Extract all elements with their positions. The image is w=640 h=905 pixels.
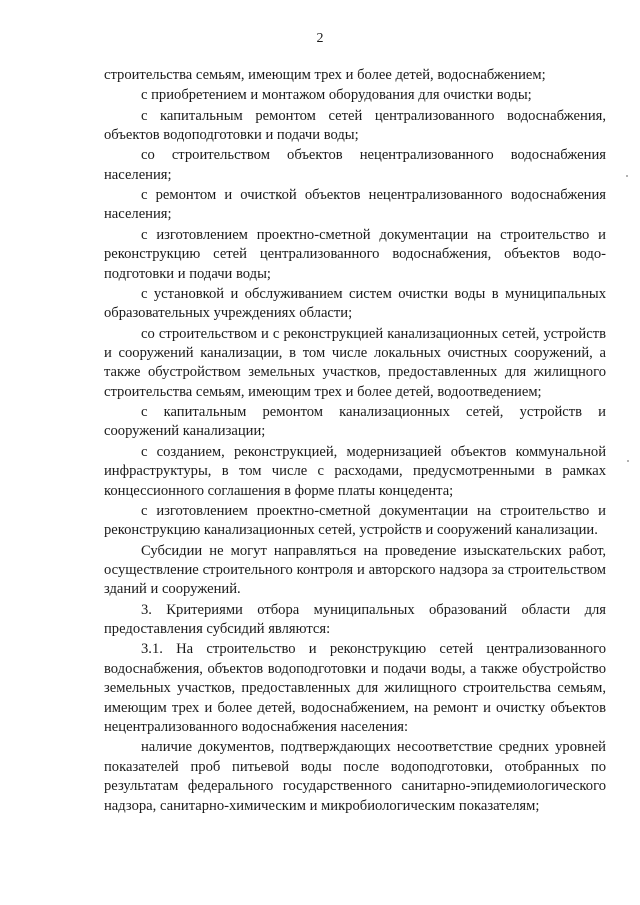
scan-speck — [626, 175, 628, 177]
paragraph: со строительством и с реконструкцией канализационных сетей, устройств и сооружений канализации, в том числе локальных очистных сооружений, а также обустройством земельных участков, предоставленных для жилищного строительства семьям, имеющим трех и более детей, водоотведением; — [104, 325, 606, 400]
paragraph: с капитальным ремонтом канализационных сетей, устройств и сооружений канализации; — [104, 404, 606, 440]
page-number: 2 — [316, 31, 324, 46]
paragraph: с созданием, реконструкцией, модернизацией объектов коммунальной инфраструктуры, в том числе с расходами, предусмотренными в рамках концессионного соглашения в форме платы концедента; — [104, 443, 606, 499]
paragraph: наличие документов, подтверждающих несоответствие средних уровней показателей проб питьевой воды после водоподготовки, отобранных по результатам федерального государственного санитарно-эпидемиологического надзора, санитарно-химическим и микробиологическим показателям; — [104, 739, 606, 814]
paragraph: 3.1. На строительство и реконструкцию сетей централизованного водоснабжения, объектов водоподготовки и подачи воды, а также обустройство земельных участков, предоставленных для жилищного строительства семьям, имеющим трех и более детей, водоснабжением, на ремонт и очистку объектов нецентрализованного водоснабжения населения: — [104, 641, 606, 735]
paragraph: с изготовлением проектно-сметной документации на строительство и реконструкцию сетей централизованного водоснабжения, объектов водоподготовки и подачи воды; — [104, 226, 606, 282]
document-text-body — [104, 66, 606, 816]
paragraph: с капитальным ремонтом сетей централизованного водоснабжения, объектов водоподготовки и подачи воды; — [104, 107, 606, 143]
paragraph: с изготовлением проектно-сметной документации на строительство и реконструкцию канализационных сетей, устройств и сооружений канализации. — [104, 502, 606, 539]
paragraph: со строительством объектов нецентрализованного водоснабжения населения; — [104, 147, 606, 183]
paragraph: с приобретением и монтажом оборудования для очистки воды; — [141, 87, 532, 104]
paragraph: Субсидии не могут направляться на проведение изыскательских работ, осуществление строительного контроля и авторского надзора за строительством зданий и сооружений. — [104, 542, 606, 598]
paragraph: с ремонтом и очисткой объектов нецентрализованного водоснабжения населения; — [104, 187, 606, 223]
scan-speck — [627, 460, 629, 462]
paragraph: 3. Критериями отбора муниципальных образований области для предоставления субсидий являются: — [104, 601, 606, 638]
paragraph: с установкой и обслуживанием систем очистки воды в муниципальных образовательных учреждениях области; — [104, 285, 606, 322]
paragraph-continuation: строительства семьям, имеющим трех и более детей, водоснабжением; — [104, 67, 546, 83]
